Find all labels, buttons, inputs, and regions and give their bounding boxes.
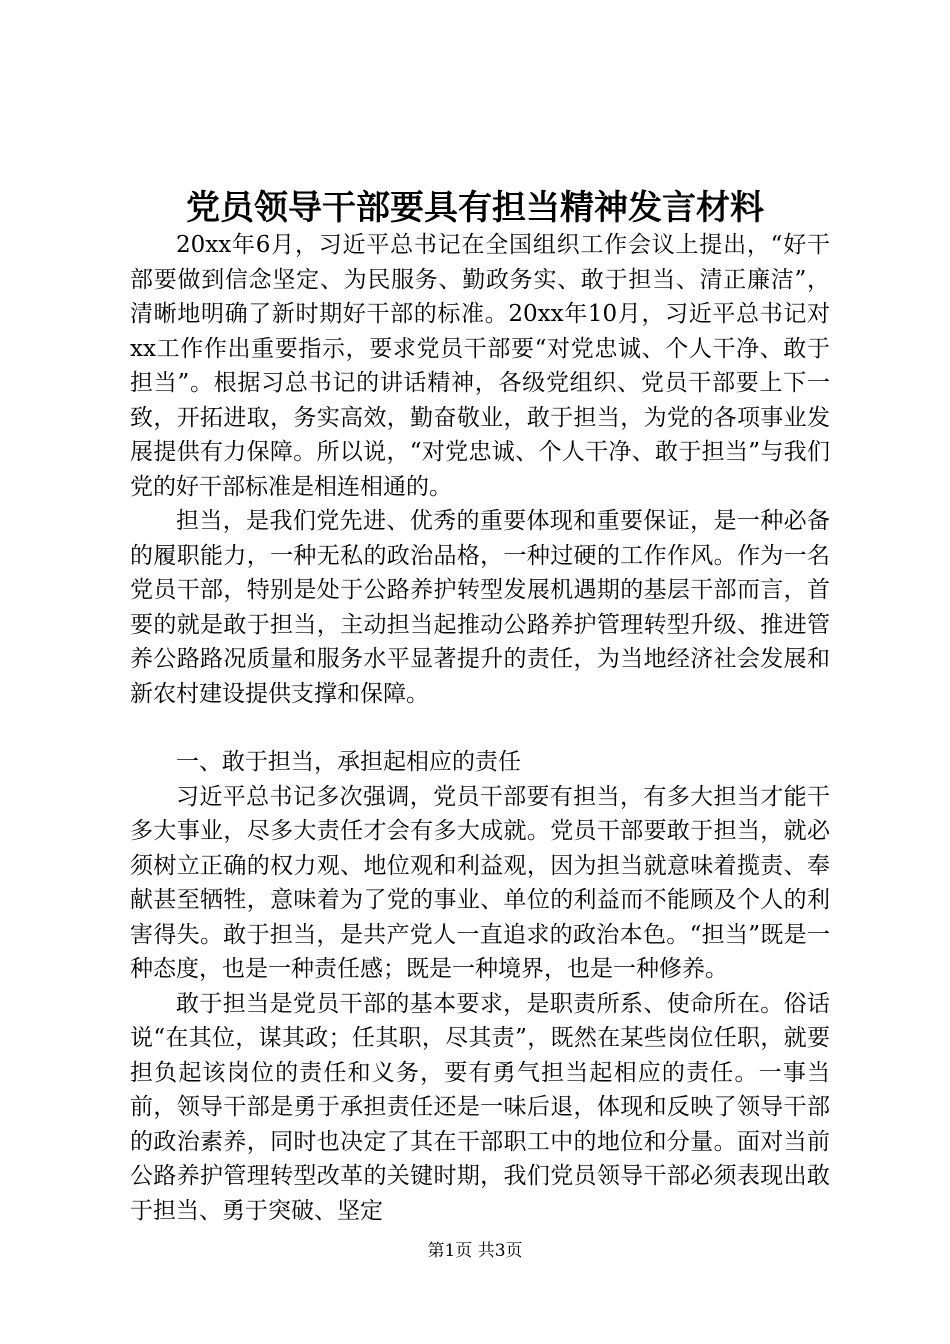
paragraph-danDang: 担当，是我们党先进、优秀的重要体现和重要保证，是一种必备的履职能力，一种无私的政治品格，一种过硬的工作作风。作为一名党员干部，特别是处于公路养护转型发展机遇期的基层干部而言，首要的就是敢于担当，主动担当起推动公路养护管理转型升级、推进管养公路路况质量和服务水平显著提升的责任，为当地经济社会发展和新农村建设提供支撑和保障。: [130, 508, 830, 707]
paragraph-section1-a: 习近平总书记多次强调，党员干部要有担当，有多大担当才能干多大事业，尽多大责任才会有多大成就。党员干部要敢于担当，就必须树立正确的权力观、地位观和利益观，因为担当就意味着揽责、奉献甚至牺牲，意味着为了党的事业、单位的利益而不能顾及个人的利害得失。敢于担当，是共产党人一直追求的政治本色。“担当”既是一种态度，也是一种责任感；既是一种境界，也是一种修养。: [130, 783, 830, 982]
document-title: 党员领导干部要具有担当精神发言材料: [186, 188, 764, 228]
document-body: [130, 228, 830, 1228]
paragraph-spacer: [130, 711, 830, 745]
page-footer: 第1页 共3页: [427, 1241, 523, 1261]
paragraph-section1-b: 敢于担当是党员干部的基本要求，是职责所系、使命所在。俗话说“在其位，谋其政；任其职，尽其责”，既然在某些岗位任职，就要担负起该岗位的责任和义务，要有勇气担当起相应的责任。一事当前，领导干部是勇于承担责任还是一味后退，体现和反映了领导干部的政治素养，同时也决定了其在干部职工中的地位和分量。面对当前公路养护管理转型改革的关键时期，我们党员领导干部必须表现出敢于担当、勇于突破、坚定: [130, 990, 830, 1224]
section-heading-1: 一、敢于担当，承担起相应的责任: [176, 749, 521, 775]
paragraph-intro: 20xx年6月，习近平总书记在全国组织工作会议上提出，“好干部要做到信念坚定、为民服务、勤政务实、敢于担当、清正廉洁”，清晰地明确了新时期好干部的标准。20xx年10月，习近平总书记对xx工作作出重要指示，要求党员干部要“对党忠诚、个人干净、敢于担当”。根据习总书记的讲话精神，各级党组织、党员干部要上下一致，开拓进取，务实高效，勤奋敬业，敢于担当，为党的各项事业发展提供有力保障。所以说，“对党忠诚、个人干净、敢于担当”与我们党的好干部标准是相连相通的。: [130, 232, 830, 500]
